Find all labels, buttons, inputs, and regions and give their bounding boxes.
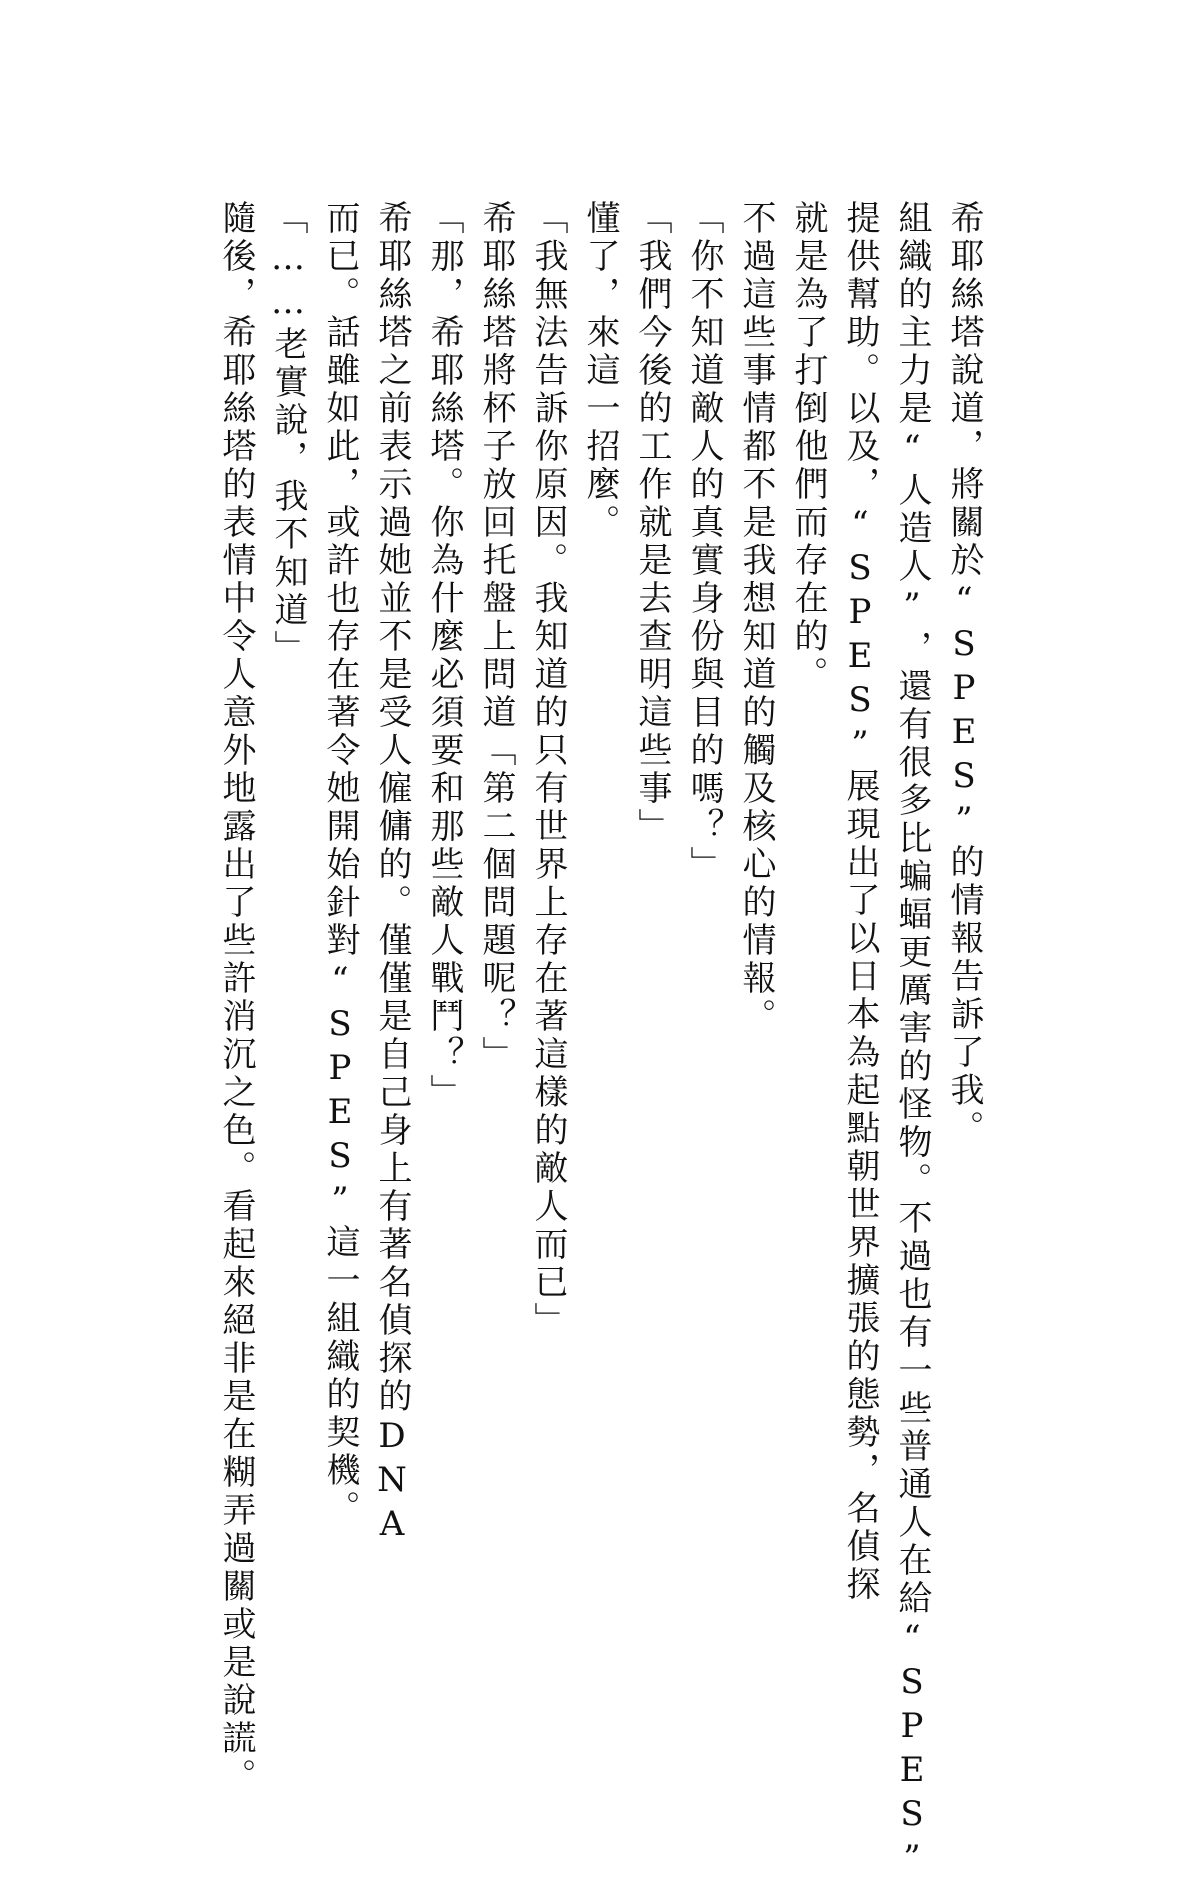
text-line-14: 「……老實說，我不知道」 xyxy=(268,200,308,668)
text-line-2: 組織的主力是“人造人”，還有很多比蝙蝠更厲害的怪物。不過也有一些普通人在給“SPES” xyxy=(892,200,932,1882)
text-line-15: 隨後，希耶絲塔的表情中令人意外地露出了些許消沉之色。看起來絕非是在糊弄過關或是說謊。 xyxy=(216,200,256,1796)
text-line-3: 提供幫助。以及，“SPES”展現出了以日本為起點朝世界擴張的態勢，名偵探 xyxy=(840,200,880,1604)
text-line-10: 希耶絲塔將杯子放回托盤上問道「第二個問題呢？」 xyxy=(476,200,516,1074)
text-line-8: 懂了，來這一招麼。 xyxy=(580,200,620,542)
text-line-9: 「我無法告訴你原因。我知道的只有世界上存在著這樣的敵人而已」 xyxy=(528,200,568,1340)
text-line-12: 希耶絲塔之前表示過她並不是受人僱傭的。僅僅是自己身上有著名偵探的DNA xyxy=(372,200,412,1548)
text-line-11: 「那，希耶絲塔。你為什麼必須要和那些敵人戰鬥？」 xyxy=(424,200,464,1112)
text-line-5: 不過這些事情都不是我想知道的觸及核心的情報。 xyxy=(736,200,776,1036)
text-line-7: 「我們今後的工作就是去查明這些事」 xyxy=(632,200,672,846)
text-line-4: 就是為了打倒他們而存在的。 xyxy=(788,200,828,694)
text-line-6: 「你不知道敵人的真實身份與目的嗎？」 xyxy=(684,200,724,884)
vertical-text-block xyxy=(210,200,990,1882)
text-line-13: 而已。話雖如此，或許也存在著令她開始針對“SPES”這一組織的契機。 xyxy=(320,200,360,1528)
text-line-1: 希耶絲塔說道，將關於“SPES”的情報告訴了我。 xyxy=(944,200,984,1148)
